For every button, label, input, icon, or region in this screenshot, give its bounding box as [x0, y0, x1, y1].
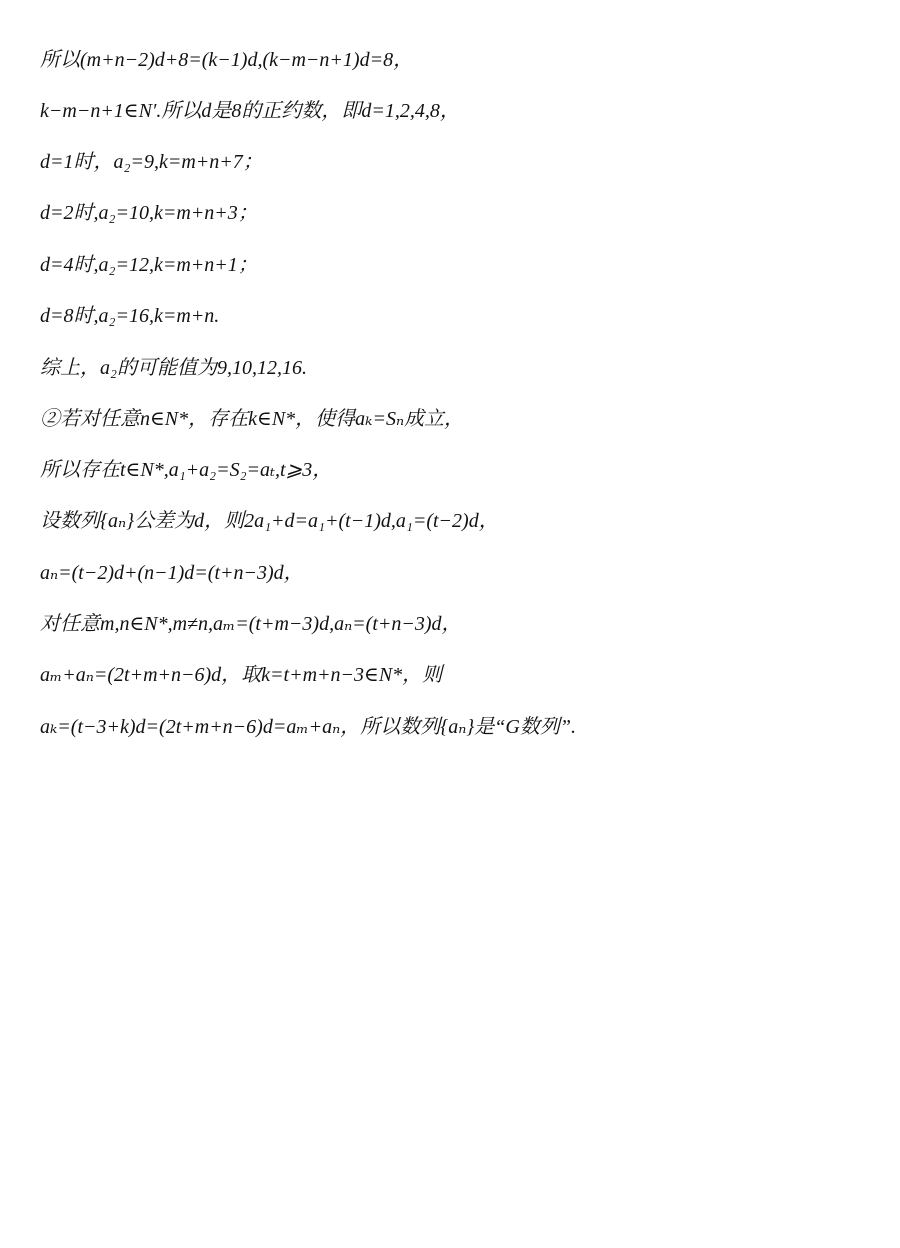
text-line-12: 对任意m,n∈N*,m≠n,aₘ=(t+m−3)d,aₙ=(t+n−3)d，: [40, 613, 462, 635]
text-line-13: aₘ+aₙ=(2t+m+n−6)d，取k=t+m+n−3∈N*，则: [40, 664, 443, 686]
text-line-1: 所以(m+n−2)d+8=(k−1)d,(k−m−n+1)d=8，: [40, 49, 414, 71]
text-line-8: ②若对任意n∈N*，存在k∈N*，使得aₖ=Sₙ成立，: [40, 408, 465, 430]
text-line-14: aₖ=(t−3+k)d=(2t+m+n−6)d=aₘ+aₙ，所以数列{aₙ}是“G数列”.: [40, 716, 576, 738]
text-line-3: d=1时，a₂=9,k=m+n+7；: [40, 151, 263, 173]
text-line-5: d=4时,a₂=12,k=m+n+1；: [40, 254, 258, 276]
text-line-9: 所以存在t∈N*,a₁+a₂=S₂=aₜ,t⩾3，: [40, 459, 333, 481]
text-line-7: 综上，a₂的可能值为9,10,12,16.: [40, 357, 307, 379]
text-line-2: k−m−n+1∈N′.所以d是8的正约数，即d=1,2,4,8，: [40, 100, 460, 122]
text-line-11: aₙ=(t−2)d+(n−1)d=(t+n−3)d，: [40, 562, 304, 584]
text-line-6: d=8时,a₂=16,k=m+n.: [40, 305, 220, 327]
text-line-4: d=2时,a₂=10,k=m+n+3；: [40, 202, 258, 224]
text-line-10: 设数列{aₙ}公差为d，则2a₁+d=a₁+(t−1)d,a₁=(t−2)d，: [40, 510, 499, 532]
